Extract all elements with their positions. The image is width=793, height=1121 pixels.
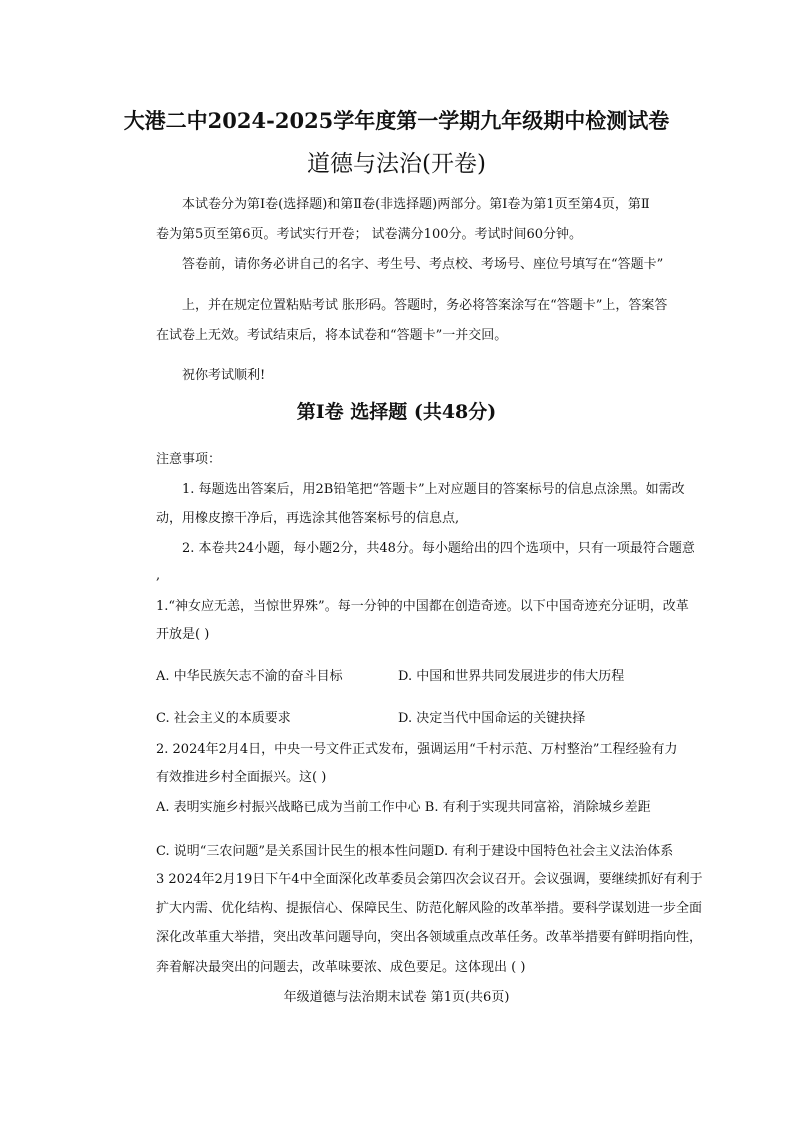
intro-wish: 祝你考试顺利! <box>182 368 266 383</box>
q1-option-c: C. 社会主义的本质要求 <box>156 711 291 726</box>
q2-stem-line-2: 有效推进乡村全面振兴。这( ) <box>156 770 327 785</box>
q3-stem-line-3: 深化改革重大举措，突出改革问题导向，突出各领域重点改革任务。改革举措要有鲜明指向性， <box>156 930 703 945</box>
notice-1-line-2: 动，用橡皮擦干净后，再选涂其他答案标号的信息点, <box>156 511 460 526</box>
q1-option-a: A. 中华民族矢志不渝的奋斗目标 <box>156 669 343 684</box>
q2-options-cd: C. 说明“三农问题”是关系国计民生的根本性问题D. 有利于建设中国特色社会主义法治体系 <box>156 844 674 859</box>
intro-line-1: 本试卷分为第Ⅰ卷(选择题)和第Ⅱ卷(非选择题)两部分。第Ⅰ卷为第1页至第4页，第Ⅱ <box>182 197 650 212</box>
q1-stem-line-2: 开放是( ) <box>156 627 210 642</box>
intro-line-3: 答卷前，请你务必讲自己的名字、考生号、考点校、考场号、座位号填写在“答题卡” <box>182 257 664 272</box>
notice-2-line-1: 2. 本卷共24小题，每小题2分，共48分。每小题给出的四个选项中，只有一项最符合题意 <box>182 541 695 556</box>
q2-options-ab: A. 表明实施乡村振兴战略已成为当前工作中心 B. 有利于实现共同富裕，消除城乡差距 <box>156 800 651 815</box>
subject-title: 道德与法治(开卷) <box>307 151 486 177</box>
q3-stem-line-2: 扩大内需、优化结构、提振信心、保障民生、防范化解风险的改革举措。要科学谋划进一步全面 <box>156 901 703 916</box>
section-title: 第Ⅰ卷 选择题 (共48分) <box>296 401 497 423</box>
q1-option-b: D. 中国和世界共同发展进步的伟大历程 <box>398 669 625 684</box>
exam-title: 大港二中2024-2025学年度第一学期九年级期中检测试卷 <box>123 108 670 133</box>
q3-stem-line-1: 3 2024年2月19日下午4中全面深化改革委员会第四次会议召开。会议强调，要继续抓好有利于 <box>156 872 703 887</box>
notice-1-line-1: 1. 每题选出答案后，用2B铅笔把“答题卡”上对应题目的答案标号的信息点涂黑。如需改 <box>182 482 685 497</box>
page-footer: 年级道德与法治期末试卷 第1页(共6页) <box>283 990 510 1005</box>
q2-stem-line-1: 2. 2024年2月4日，中央一号文件正式发布，强调运用“千村示范、万村整治”工程经验有力 <box>156 742 678 757</box>
notice-heading: 注意事项： <box>156 452 222 467</box>
q1-option-d: D. 决定当代中国命运的关键抉择 <box>398 711 586 726</box>
q3-stem-line-4: 奔着解决最突出的问题去，改革味要浓、成色要足。这体现出 ( ) <box>156 960 526 975</box>
intro-line-2: 卷为第5页至第6页。考试实行开卷； 试卷满分100分。考试时间60分钟。 <box>156 227 583 242</box>
q1-stem-line-1: 1.“神女应无恙，当惊世界殊”。每一分钟的中国都在创造奇迹。以下中国奇迹充分证明，改革 <box>156 599 689 614</box>
intro-line-4: 上，并在规定位置粘贴考试 胀形码。答题时，务必将答案涂写在“答题卡”上，答案答 <box>182 298 668 313</box>
intro-line-5: 在试卷上无效。考试结束后，将本试卷和“答题卡”一并交回。 <box>156 328 508 343</box>
notice-2-line-2: , <box>156 568 161 583</box>
